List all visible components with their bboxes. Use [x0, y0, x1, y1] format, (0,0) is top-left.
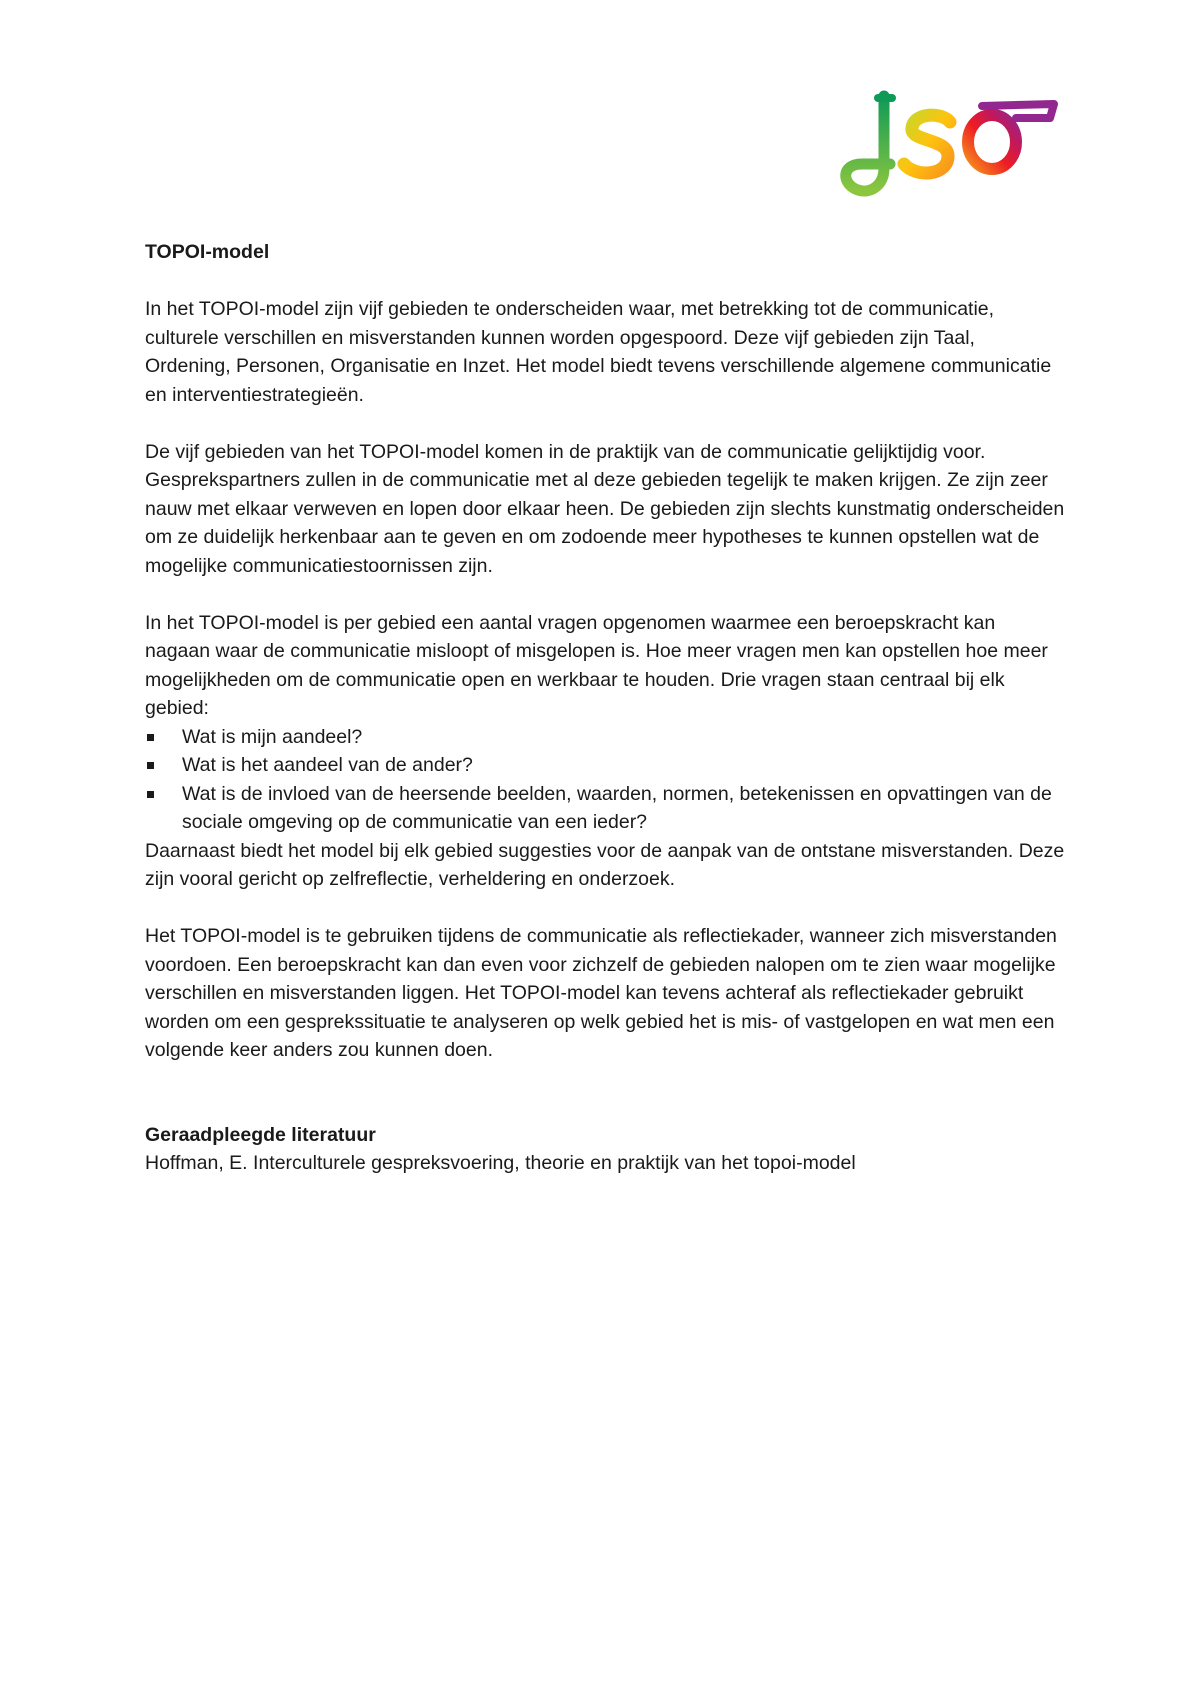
- jso-logo-graphic: [832, 90, 1062, 200]
- questions-list: [145, 723, 1065, 837]
- list-item: [145, 751, 1065, 780]
- question-text: Wat is de invloed van de heersende beelden, waarden, normen, betekenissen en opvattingen van de sociale omgeving op de communicatie van een ieder?: [182, 782, 1052, 833]
- square-bullet-icon: [147, 791, 154, 798]
- square-bullet-icon: [147, 762, 154, 769]
- list-item: [145, 780, 1065, 837]
- document-title: TOPOI-model: [145, 241, 270, 263]
- literature-reference: Hoffman, E. Interculturele gespreksvoering, theorie en praktijk van het topoi-model: [145, 1152, 856, 1174]
- literature-heading: Geraadpleegde literatuur: [145, 1123, 376, 1146]
- paragraph-questions-intro: In het TOPOI-model is per gebied een aantal vragen opgenomen waarmee een beroepskracht kan nagaan waar de communicatie misloopt of misgelopen is. Hoe meer vragen men kan opstellen hoe meer mogelijkheden om de communicatie open en werkbaar te houden. Drie vragen staan centraal bij elk gebied:: [145, 611, 1048, 719]
- document-body: [145, 238, 1065, 1178]
- list-item: [145, 723, 1065, 752]
- square-bullet-icon: [147, 734, 154, 741]
- paragraph-reflection: Het TOPOI-model is te gebruiken tijdens de communicatie als reflectiekader, wanneer zich misverstanden voordoen. Een beroepskracht kan dan even voor zichzelf de gebieden nalopen om te zien waar mogelijke verschillen en misverstanden liggen. Het TOPOI-model kan tevens achteraf als reflectiekader gebruikt worden om een gesprekssituatie te analyseren op welk gebied het is mis- of vastgelopen en wat men een volgende keer anders zou kunnen doen.: [145, 925, 1057, 1061]
- paragraph-suggestions: Daarnaast biedt het model bij elk gebied suggesties voor de aanpak van de ontstane misverstanden. Deze zijn vooral gericht op zelfreflectie, verheldering en onderzoek.: [145, 839, 1065, 890]
- paragraph-intro: In het TOPOI-model zijn vijf gebieden te onderscheiden waar, met betrekking tot de communicatie, culturele verschillen en misverstanden kunnen worden opgespoord. Deze vijf gebieden zijn Taal, Ordening, Personen, Organisatie en Inzet. Het model biedt tevens verschillende algemene communicatie en interventiestrategieën.: [145, 298, 1052, 406]
- question-text: Wat is mijn aandeel?: [182, 725, 363, 748]
- question-text: Wat is het aandeel van de ander?: [182, 754, 473, 776]
- jso-logo: [832, 90, 1062, 200]
- paragraph-areas: De vijf gebieden van het TOPOI-model komen in de praktijk van de communicatie gelijktijdig voor. Gesprekspartners zullen in de communicatie met al deze gebieden tegelijk te maken krijgen. Ze zijn zeer nauw met elkaar verweven en lopen door elkaar heen. De gebieden zijn slechts kunstmatig onderscheiden om ze duidelijk herkenbaar aan te geven en om zodoende meer hypotheses te kunnen opstellen wat de mogelijke communicatiestoornissen zijn.: [145, 440, 1065, 577]
